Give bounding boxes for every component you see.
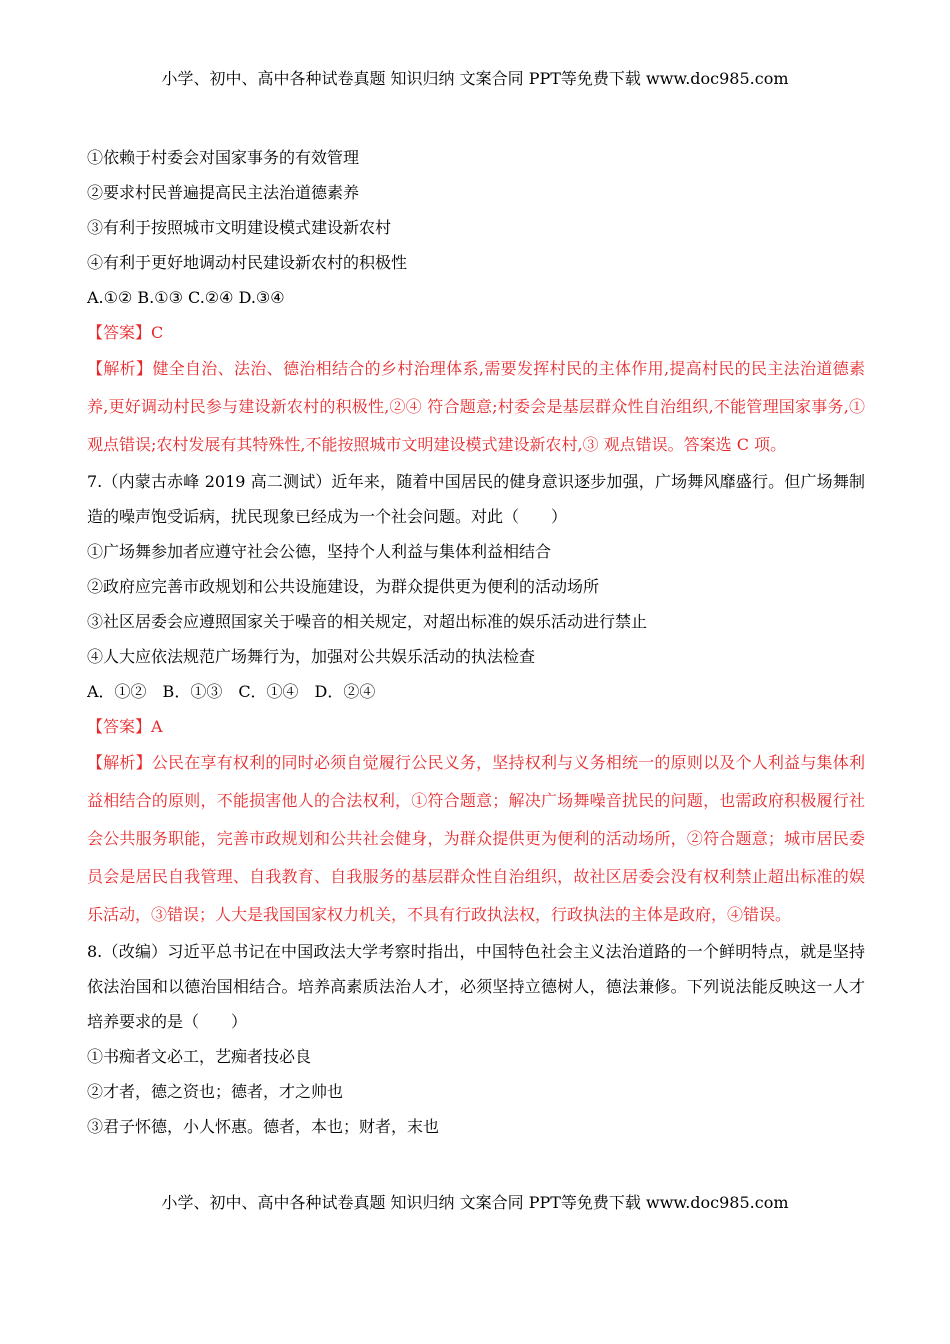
q7-answer: 【答案】A xyxy=(87,717,163,736)
q6-option-1: ①依赖于村委会对国家事务的有效管理 xyxy=(87,148,360,167)
q7-option-3: ③社区居委会应遵照国家关于噪音的相关规定，对超出标准的娱乐活动进行禁止 xyxy=(87,612,648,631)
q8-option-1: ①书痴者文必工，艺痴者技必良 xyxy=(87,1047,312,1066)
q7-choices: A．①② B．①③ C．①④ D．②④ xyxy=(87,682,376,701)
q6-option-3: ③有利于按照城市文明建设模式建设新农村 xyxy=(87,218,392,237)
page-footer: 小学、初中、高中各种试卷真题 知识归纳 文案合同 PPT等免费下载 www.doc985.com xyxy=(161,1193,789,1212)
q8-option-3: ③君子怀德，小人怀惠。德者，本也；财者，末也 xyxy=(87,1117,440,1136)
q8-stem: 8.（改编）习近平总书记在中国政法大学考察时指出，中国特色社会主义法治道路的一个鲜明特点，就是坚持依法治国和以德治国相结合。培养高素质法治人才，必须坚持立德树人，德法兼修。下列说法能反映这一人才培养要求的是（ ） xyxy=(87,942,865,1031)
page-header: 小学、初中、高中各种试卷真题 知识归纳 文案合同 PPT等免费下载 www.doc985.com xyxy=(161,69,789,88)
q6-option-2: ②要求村民普遍提高民主法治道德素养 xyxy=(87,183,360,202)
q6-choices: A.①② B.①③ C.②④ D.③④ xyxy=(87,288,285,307)
q7-option-2: ②政府应完善市政规划和公共设施建设，为群众提供更为便利的活动场所 xyxy=(87,577,600,596)
q8-option-2: ②才者，德之资也；德者，才之帅也 xyxy=(87,1082,344,1101)
q6-analysis: 【解析】健全自治、法治、德治相结合的乡村治理体系,需要发挥村民的主体作用,提高村民的民主法治道德素养,更好调动村民参与建设新农村的积极性,②④ 符合题意;村委会是基层群众性自治组织,不能管理国家事务,① 观点错误;农村发展有其特殊性,不能按照城市文明建设模式建设新农村,③ 观点错误。答案选 C 项。 xyxy=(87,359,865,454)
q6-option-4: ④有利于更好地调动村民建设新农村的积极性 xyxy=(87,253,408,272)
q7-option-4: ④人大应依法规范广场舞行为，加强对公共娱乐活动的执法检查 xyxy=(87,647,536,666)
q6-answer: 【答案】C xyxy=(87,323,164,342)
q7-option-1: ①广场舞参加者应遵守社会公德，坚持个人利益与集体利益相结合 xyxy=(87,542,552,561)
q7-stem: 7.（内蒙古赤峰 2019 高二测试）近年来，随着中国居民的健身意识逐步加强，广场舞风靡盛行。但广场舞制造的噪声饱受诟病，扰民现象已经成为一个社会问题。对此（ ） xyxy=(87,472,865,526)
q7-analysis: 【解析】公民在享有权利的同时必须自觉履行公民义务，坚持权利与义务相统一的原则以及个人利益与集体利益相结合的原则，不能损害他人的合法权利，①符合题意；解决广场舞噪音扰民的问题，也需政府积极履行社会公共服务职能，完善市政规划和公共社会健身，为群众提供更为便利的活动场所，②符合题意；城市居民委员会是居民自我管理、自我教育、自我服务的基层群众性自治组织，故社区居委会没有权利禁止超出标准的娱乐活动，③错误；人大是我国国家权力机关，不具有行政执法权，行政执法的主体是政府，④错误。 xyxy=(87,753,865,924)
document-body xyxy=(87,140,865,1144)
